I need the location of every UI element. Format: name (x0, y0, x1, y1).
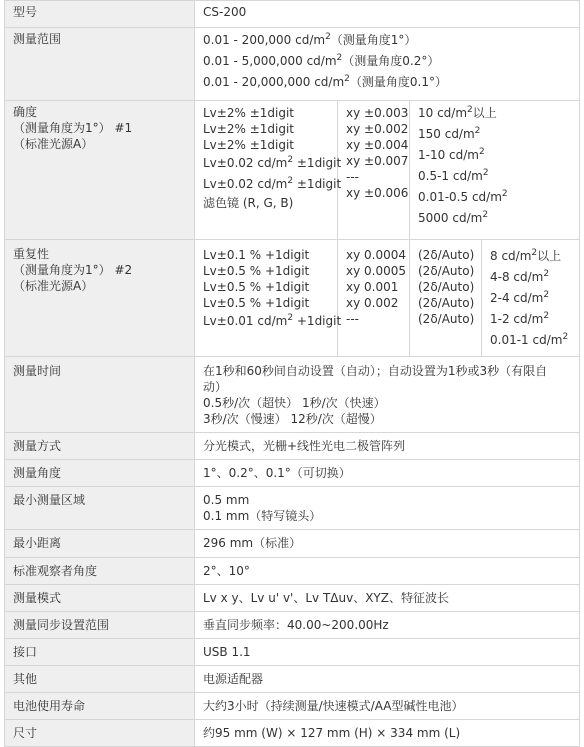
repeat-range-column (482, 240, 579, 356)
repeat-xy-column (338, 240, 410, 356)
repeat-sigma: (2δ/Auto) (418, 248, 475, 262)
value-interface: USB 1.1 (203, 645, 251, 659)
repeat-range: 1-2 $cd/m^2$ (490, 311, 550, 326)
value-angle: 1°、0.2°、0.1°（可切换） (203, 466, 351, 480)
label-angle: 测量角度 (5, 460, 195, 486)
repeat-xy: xy 0.002 (346, 296, 399, 310)
row-model (5, 0, 579, 28)
repeat-lv: Lv±0.5 % +1digit (203, 280, 310, 294)
row-mode (5, 585, 579, 612)
accuracy-range: 5000 $cd/m^2$ (418, 210, 489, 225)
repeat-range: 0.01-1 $cd/m^2$ (490, 332, 569, 347)
label-min-area: 最小测量区域 (5, 487, 195, 529)
value-sync: 垂直同步频率：40.00~200.00Hz (203, 618, 389, 632)
range-line: 0.01 - 5,000,000 $cd/m^2$（测量角度0.2°） (203, 53, 440, 68)
spec-table (4, 0, 580, 747)
row-time (5, 357, 579, 433)
accuracy-lv: Lv±2% ±1digit (203, 122, 294, 136)
value-time: 在1秒和60秒间自动设置（自动）；自动设置为1秒或3秒（有限自 动） 0.5秒/次（超快） 1秒/次（快速） 3秒/次（慢速） 12秒/次（超慢） (203, 364, 548, 426)
accuracy-xy: xy ±0.002 (346, 122, 409, 136)
accuracy-xy: xy ±0.007 (346, 154, 409, 168)
label-method: 测量方式 (5, 433, 195, 459)
accuracy-xy: xy ±0.004 (346, 138, 409, 152)
value-other: 电源适配器 (203, 672, 264, 686)
row-sync (5, 612, 579, 639)
accuracy-range: 0.5-1 $cd/m^2$ (418, 168, 489, 183)
accuracy-range: 1-10 $cd/m^2$ (418, 147, 485, 162)
value-model: CS-200 (203, 5, 247, 19)
repeat-sigma: (2δ/Auto) (418, 296, 475, 310)
repeat-xy: xy 0.0004 (346, 248, 407, 262)
label-observer: 标准观察者角度 (5, 558, 195, 584)
accuracy-xy: --- (346, 170, 359, 184)
range-line: 0.01 - 200,000 $cd/m^2$（测量角度1°） (203, 32, 417, 47)
label-model: 型号 (5, 1, 195, 27)
row-other (5, 666, 579, 693)
value-min-distance: 296 mm（标准） (203, 536, 302, 550)
repeat-sigma: (2δ/Auto) (418, 280, 475, 294)
repeat-xy: xy 0.0005 (346, 264, 407, 278)
value-method: 分光模式，光栅+线性光电二极管阵列 (203, 439, 406, 453)
repeat-sigma: (2δ/Auto) (418, 264, 475, 278)
label-sync: 测量同步设置范围 (5, 612, 195, 638)
row-battery (5, 693, 579, 720)
repeat-lv: Lv±0.5 % +1digit (203, 264, 310, 278)
value-range (195, 28, 579, 100)
accuracy-grid (195, 101, 579, 239)
repeat-lv: Lv±0.01 $cd/m^2$ +1digit (203, 313, 342, 328)
repeat-lv-column (195, 240, 342, 356)
value-size: 约95 mm (W) × 127 mm (H) × 334 mm (L) (203, 726, 461, 740)
label-other: 其他 (5, 666, 195, 692)
label-repeatability: 重复性 （测量角度为1°） #2 （标准光源A） (5, 240, 195, 356)
label-min-distance: 最小距离 (5, 530, 195, 557)
accuracy-xy: xy ±0.003 (346, 106, 409, 120)
repeat-range: 2-4 $cd/m^2$ (490, 290, 550, 305)
accuracy-lv: Lv±2% ±1digit (203, 106, 294, 120)
label-range: 测量范围 (5, 28, 195, 100)
accuracy-lv: Lv±0.02 $cd/m^2$ ±1digit (203, 176, 342, 191)
value-battery: 大约3小时（持续测量/快速模式/AA型碱性电池） (203, 699, 464, 713)
accuracy-range-column (410, 101, 579, 239)
value-mode: Lv x y、Lv u' v'、Lv TΔuv、XYZ、特征波长 (203, 591, 449, 605)
value-observer: 2°、10° (203, 564, 250, 578)
row-method (5, 433, 579, 460)
accuracy-range: 10 $cd/m^2$以上 (418, 105, 497, 120)
repeat-xy: xy 0.001 (346, 280, 399, 294)
accuracy-range: 150 $cd/m^2$ (418, 126, 481, 141)
label-battery: 电池使用寿命 (5, 693, 195, 719)
accuracy-xy-column (338, 101, 410, 239)
label-mode: 测量模式 (5, 585, 195, 611)
label-size: 尺寸 (5, 720, 195, 746)
accuracy-xy: xy ±0.006 (346, 186, 409, 200)
row-observer (5, 558, 579, 585)
repeat-range: 4-8 $cd/m^2$ (490, 269, 550, 284)
row-accuracy (5, 101, 579, 240)
repeatability-grid (195, 240, 579, 356)
repeat-sigma-column (410, 240, 482, 356)
repeat-lv: Lv±0.1 % +1digit (203, 248, 310, 262)
label-time: 测量时间 (5, 357, 195, 432)
value-min-area: 0.5 mm 0.1 mm（特写镜头） (203, 493, 322, 523)
repeat-lv: Lv±0.5 % +1digit (203, 296, 310, 310)
repeat-sigma: (2δ/Auto) (418, 312, 475, 326)
accuracy-lv: Lv±2% ±1digit (203, 138, 294, 152)
row-min-distance (5, 530, 579, 558)
row-interface (5, 639, 579, 666)
row-min-area (5, 487, 579, 530)
row-range (5, 28, 579, 101)
label-interface: 接口 (5, 639, 195, 665)
accuracy-range: 0.01-0.5 $cd/m^2$ (418, 189, 508, 204)
accuracy-lv: 滤色镜 (R, G, B) (203, 196, 294, 210)
range-line: 0.01 - 20,000,000 $cd/m^2$（测量角度0.1°） (203, 74, 447, 89)
accuracy-lv: Lv±0.02 $cd/m^2$ ±1digit (203, 155, 342, 170)
row-repeatability (5, 240, 579, 357)
row-size (5, 720, 579, 747)
accuracy-lv-column (195, 101, 342, 239)
row-angle (5, 460, 579, 487)
label-accuracy: 确度 （测量角度为1°） #1 （标准光源A） (5, 101, 195, 239)
repeat-range: 8 $cd/m^2$以上 (490, 248, 562, 263)
repeat-xy: --- (346, 312, 359, 326)
